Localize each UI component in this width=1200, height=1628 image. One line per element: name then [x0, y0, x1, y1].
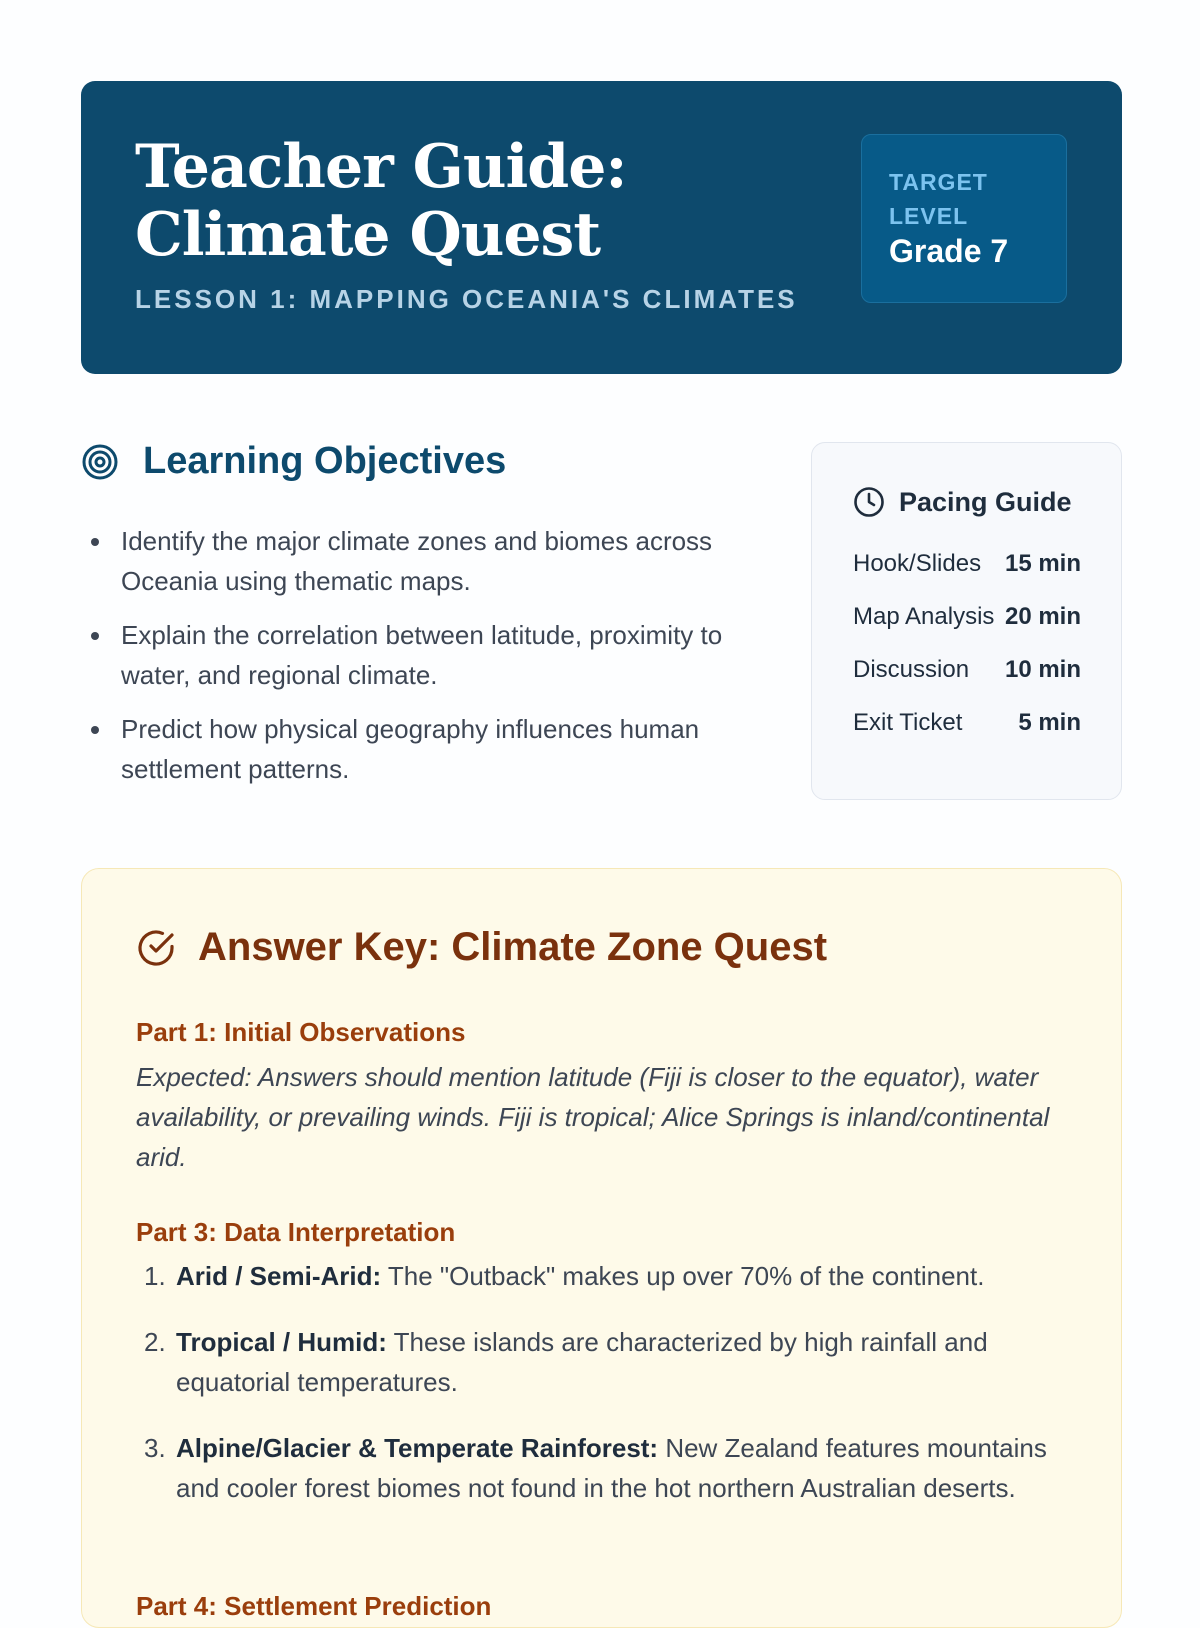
- objectives-list: [81, 521, 761, 789]
- target-level-value: Grade 7: [889, 233, 1009, 269]
- target-level-card: [861, 134, 1067, 303]
- answer-key-title: Answer Key: Climate Zone Quest: [198, 925, 828, 969]
- answer-key-card: [81, 868, 1122, 1628]
- pacing-row-duration: 15 min: [1004, 550, 1081, 577]
- pacing-heading: [853, 486, 1072, 518]
- objective-item: Identify the major climate zones and biomes across Oceania using thematic maps.: [81, 521, 761, 601]
- answer-item-term: Tropical / Humid:: [176, 1327, 387, 1357]
- answer-item-term: Arid / Semi-Arid:: [176, 1261, 382, 1291]
- clock-icon: [853, 486, 885, 518]
- objective-item: Explain the correlation between latitude, proximity to water, and regional climate.: [81, 615, 761, 695]
- answer-item-text: New Zealand features mountains and cooler forest biomes not found in the hot northern Australian deserts.: [176, 1433, 1047, 1503]
- answer-item-text: The "Outback" makes up over 70% of the continent.: [381, 1261, 985, 1291]
- answer-item: [136, 1322, 1076, 1402]
- part4-title: Part 4: Settlement Prediction: [136, 1591, 492, 1621]
- pacing-row-duration: 10 min: [1004, 656, 1081, 683]
- part3-answer-list: [136, 1256, 1076, 1534]
- page-title: Teacher Guide: Climate Quest: [135, 132, 627, 270]
- answer-item-term: Alpine/Glacier & Temperate Rainforest:: [176, 1433, 659, 1463]
- part1-title: Part 1: Initial Observations: [136, 1017, 466, 1047]
- answer-item-number: 1.: [144, 1261, 166, 1291]
- answer-item: [136, 1256, 1076, 1296]
- pacing-row-duration: 20 min: [1004, 603, 1081, 630]
- objective-item: Predict how physical geography influences human settlement patterns.: [81, 709, 761, 789]
- pacing-row-label: Hook/Slides: [853, 550, 982, 577]
- lesson-subtitle: LESSON 1: MAPPING OCEANIA'S CLIMATES: [135, 284, 798, 314]
- pacing-row-duration: 5 min: [1018, 709, 1081, 736]
- answer-item-number: 3.: [144, 1433, 166, 1463]
- pacing-title: Pacing Guide: [899, 486, 1072, 517]
- answer-item-number: 2.: [144, 1327, 166, 1357]
- part3-title: Part 3: Data Interpretation: [136, 1217, 456, 1247]
- pacing-row-label: Map Analysis: [853, 603, 995, 630]
- pacing-row-label: Discussion: [853, 656, 970, 683]
- pacing-row-label: Exit Ticket: [853, 709, 963, 736]
- objectives-title: Learning Objectives: [143, 440, 507, 482]
- answer-item: [136, 1428, 1076, 1508]
- answer-item-text: These islands are characterized by high rainfall and equatorial temperatures.: [176, 1327, 988, 1397]
- check-circle-icon: [136, 928, 176, 968]
- target-level-label: TARGET LEVEL: [889, 169, 988, 229]
- learning-objectives-section: [81, 440, 761, 803]
- objectives-heading: [81, 440, 761, 483]
- pacing-guide-card: [811, 442, 1122, 800]
- answer-key-heading: [136, 925, 827, 970]
- header-banner: [81, 81, 1122, 374]
- part1-expected-answer: Expected: Answers should mention latitude (Fiji is closer to the equator), water availability, or prevailing winds. Fiji is tropical; Alice Springs is inland/continental arid.: [136, 1062, 1050, 1172]
- target-icon: [81, 443, 119, 481]
